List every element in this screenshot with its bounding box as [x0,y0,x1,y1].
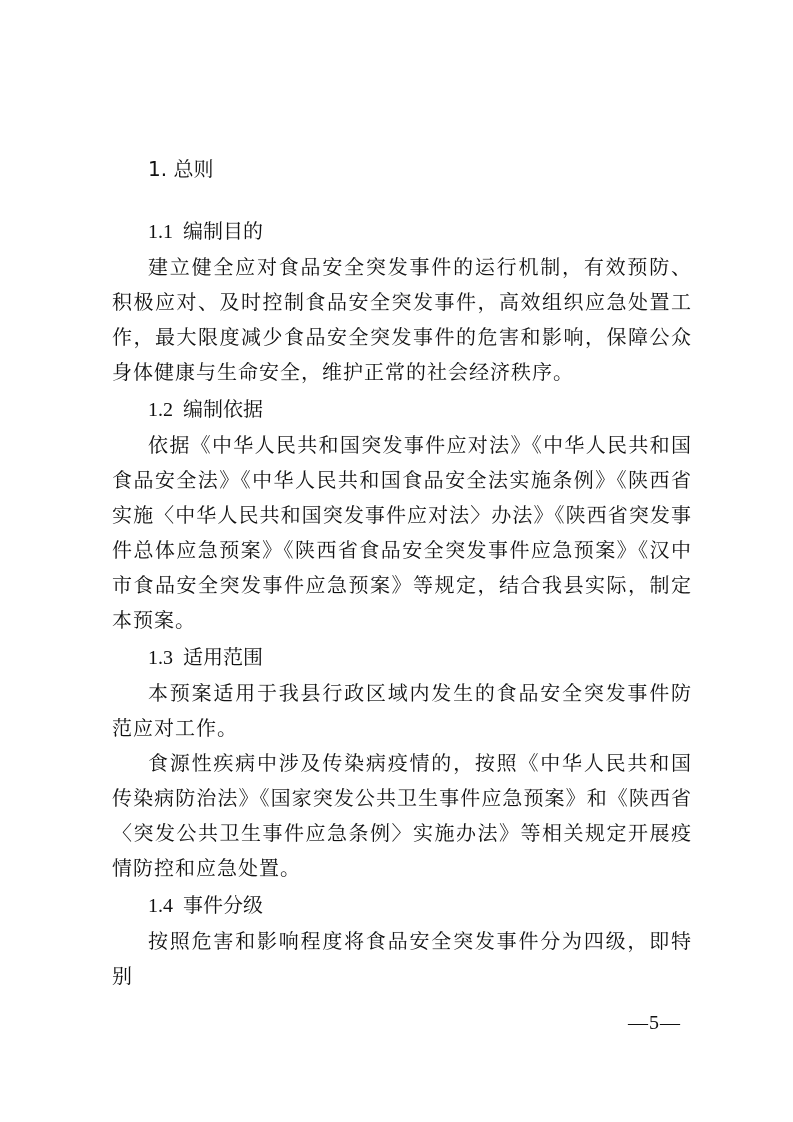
section-number: 1.3 [148,647,173,669]
document-body [112,150,692,994]
paragraph: 建立健全应对食品安全突发事件的运行机制，有效预防、积极应对、及时控制食品安全突发事件，高效组织应急处置工作，最大限度减少食品安全突发事件的危害和影响，保障公众身体健康与生命安全，维护正常的社会经济秩序。 [112,255,692,384]
paragraph: 食源性疾病中涉及传染病疫情的，按照《中华人民共和国传染病防治法》《国家突发公共卫生事件应急预案》和《陕西省〈突发公共卫生事件应急条例〉实施办法》等相关规定开展疫情防控和应急处置。 [112,751,692,880]
chapter-heading [112,150,692,188]
section-title: 适用范围 [183,645,263,669]
section-heading-1-1 [112,212,692,250]
paragraph: 依据《中华人民共和国突发事件应对法》《中华人民共和国食品安全法》《中华人民共和国食品安全法实施条例》《陕西省实施〈中华人民共和国突发事件应对法〉办法》《陕西省突发事件总体应急预案》《陕西省食品安全突发事件应急预案》《汉中市食品安全突发事件应急预案》等规定，结合我县实际，制定本预案。 [112,433,692,632]
section-heading-1-3 [112,638,692,676]
section-number: 1.1 [148,221,173,243]
section-title: 编制目的 [183,219,263,243]
section-number: 1.4 [148,895,173,917]
section-title: 事件分级 [183,893,263,917]
chapter-title: 1. 总则 [148,157,214,181]
section-heading-1-4 [112,886,692,924]
section-heading-1-2 [112,390,692,428]
paragraph: 按照危害和影响程度将食品安全突发事件分为四级，即特别 [112,929,692,988]
section-number: 1.2 [148,399,173,421]
page-number: —5— [628,1012,681,1034]
paragraph: 本预案适用于我县行政区域内发生的食品安全突发事件防范应对工作。 [112,681,692,740]
section-title: 编制依据 [183,397,263,421]
